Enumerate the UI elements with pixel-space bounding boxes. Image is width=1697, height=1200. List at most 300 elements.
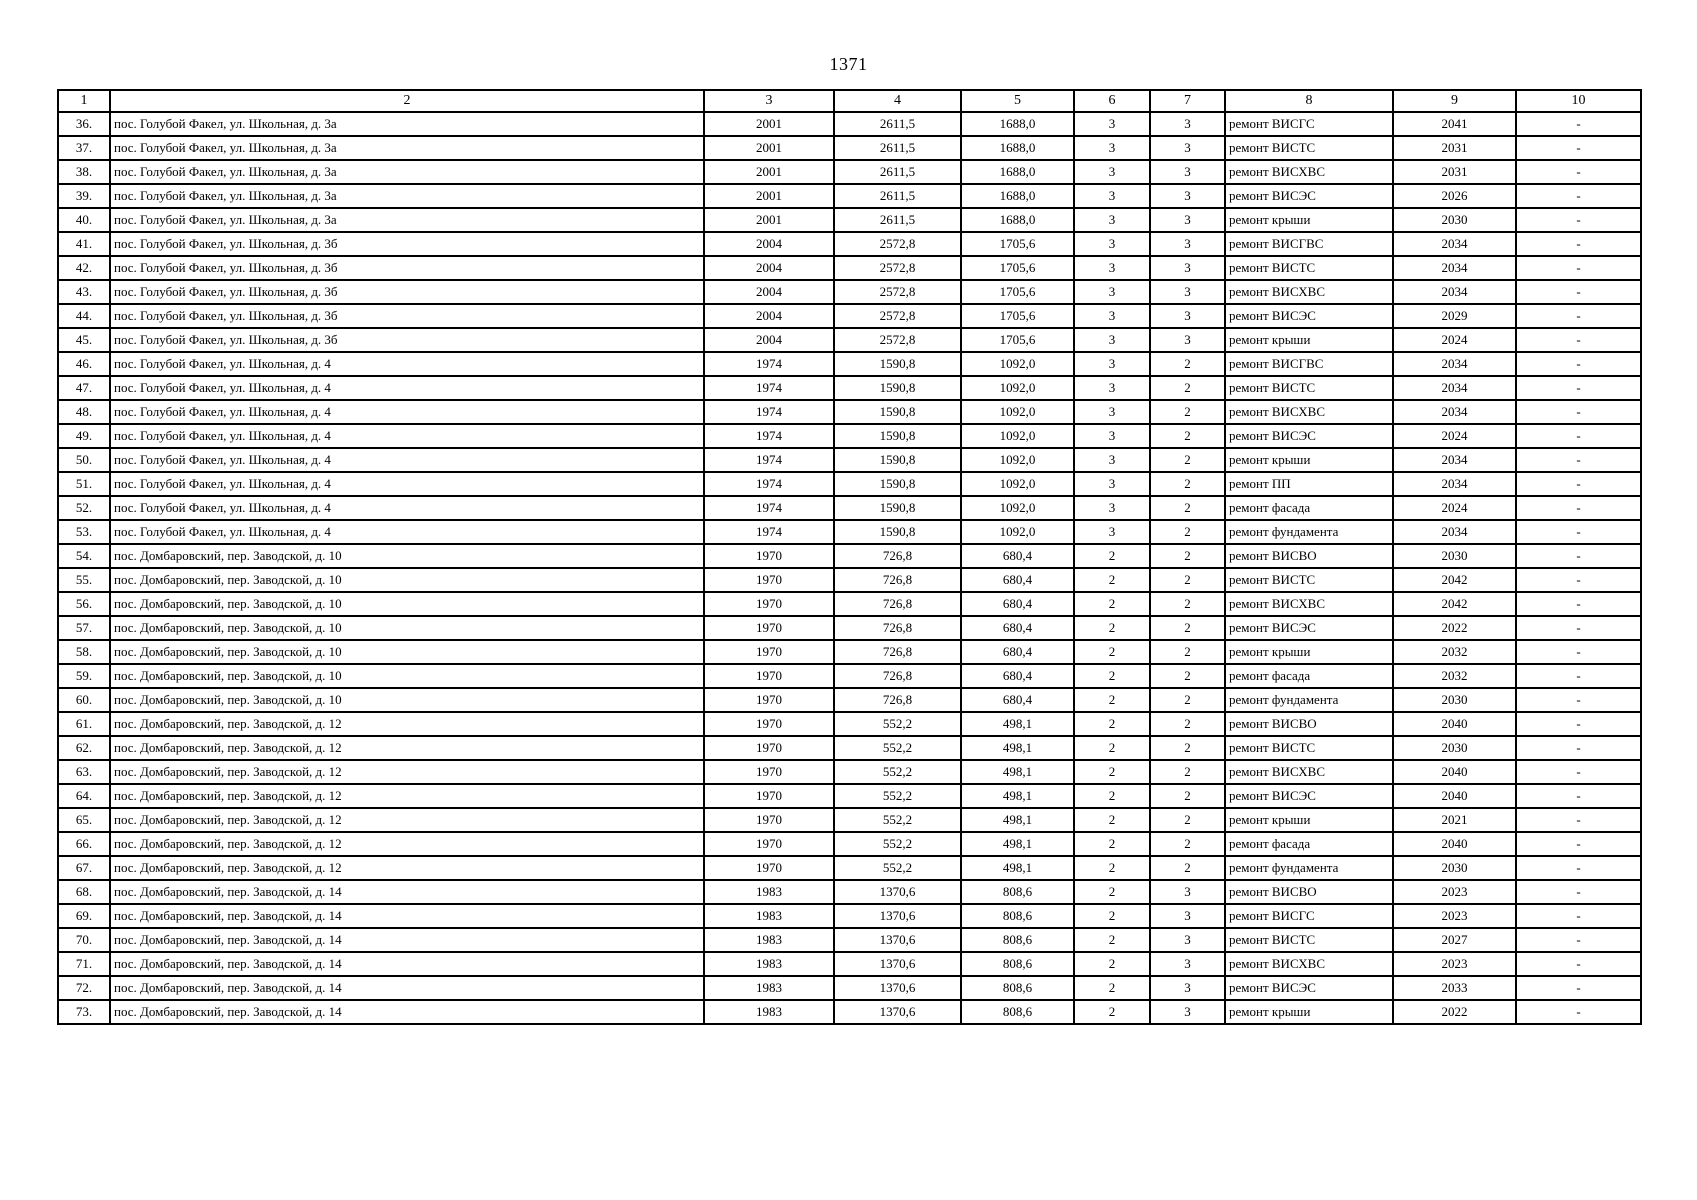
cell-work-type: ремонт фундамента (1225, 688, 1393, 712)
column-header-10: 10 (1516, 90, 1641, 112)
table-row (58, 280, 1641, 304)
cell-row-number: 60. (58, 688, 110, 712)
cell-planned-year: 2031 (1393, 136, 1516, 160)
cell-year-built: 2004 (704, 328, 834, 352)
cell-living-area: 680,4 (961, 568, 1074, 592)
cell-row-number: 69. (58, 904, 110, 928)
cell-work-type: ремонт ВИСХВС (1225, 592, 1393, 616)
cell-address: пос. Домбаровский, пер. Заводской, д. 14 (110, 904, 704, 928)
cell-planned-year: 2023 (1393, 880, 1516, 904)
cell-row-number: 64. (58, 784, 110, 808)
cell-planned-year: 2029 (1393, 304, 1516, 328)
cell-row-number: 45. (58, 328, 110, 352)
cell-floors: 3 (1074, 520, 1150, 544)
column-header-8: 8 (1225, 90, 1393, 112)
cell-floors: 2 (1074, 976, 1150, 1000)
table-row (58, 112, 1641, 136)
cell-row-number: 40. (58, 208, 110, 232)
cell-row-number: 52. (58, 496, 110, 520)
cell-total-area: 2611,5 (834, 136, 961, 160)
cell-floors: 3 (1074, 496, 1150, 520)
cell-row-number: 54. (58, 544, 110, 568)
cell-address: пос. Домбаровский, пер. Заводской, д. 10 (110, 616, 704, 640)
cell-year-built: 1983 (704, 952, 834, 976)
cell-planned-year: 2042 (1393, 592, 1516, 616)
cell-living-area: 680,4 (961, 640, 1074, 664)
cell-planned-year: 2034 (1393, 352, 1516, 376)
table-row (58, 328, 1641, 352)
cell-note: - (1516, 328, 1641, 352)
cell-row-number: 57. (58, 616, 110, 640)
cell-work-type: ремонт ВИСТС (1225, 736, 1393, 760)
cell-row-number: 61. (58, 712, 110, 736)
cell-planned-year: 2034 (1393, 520, 1516, 544)
cell-living-area: 498,1 (961, 760, 1074, 784)
table-row (58, 1000, 1641, 1024)
cell-note: - (1516, 520, 1641, 544)
cell-entrances: 3 (1150, 1000, 1225, 1024)
cell-work-type: ремонт ВИСВО (1225, 544, 1393, 568)
cell-work-type: ремонт ВИСВО (1225, 712, 1393, 736)
cell-entrances: 2 (1150, 688, 1225, 712)
cell-total-area: 1590,8 (834, 496, 961, 520)
table-row (58, 880, 1641, 904)
cell-row-number: 55. (58, 568, 110, 592)
cell-living-area: 1688,0 (961, 112, 1074, 136)
cell-row-number: 49. (58, 424, 110, 448)
cell-year-built: 1970 (704, 592, 834, 616)
cell-address: пос. Домбаровский, пер. Заводской, д. 14 (110, 976, 704, 1000)
cell-total-area: 552,2 (834, 736, 961, 760)
cell-note: - (1516, 232, 1641, 256)
cell-total-area: 1590,8 (834, 448, 961, 472)
cell-total-area: 726,8 (834, 616, 961, 640)
table-row (58, 448, 1641, 472)
cell-note: - (1516, 304, 1641, 328)
cell-note: - (1516, 136, 1641, 160)
table-row (58, 616, 1641, 640)
cell-note: - (1516, 976, 1641, 1000)
cell-work-type: ремонт ВИСЭС (1225, 424, 1393, 448)
cell-total-area: 726,8 (834, 544, 961, 568)
cell-address: пос. Домбаровский, пер. Заводской, д. 14 (110, 928, 704, 952)
cell-note: - (1516, 760, 1641, 784)
cell-floors: 3 (1074, 376, 1150, 400)
cell-work-type: ремонт фундамента (1225, 520, 1393, 544)
cell-row-number: 53. (58, 520, 110, 544)
cell-living-area: 808,6 (961, 880, 1074, 904)
cell-floors: 2 (1074, 808, 1150, 832)
cell-year-built: 2004 (704, 232, 834, 256)
cell-work-type: ремонт ВИСЭС (1225, 976, 1393, 1000)
table-row (58, 640, 1641, 664)
cell-note: - (1516, 208, 1641, 232)
column-header-7: 7 (1150, 90, 1225, 112)
table-row (58, 904, 1641, 928)
cell-floors: 2 (1074, 544, 1150, 568)
cell-total-area: 2572,8 (834, 328, 961, 352)
cell-address: пос. Голубой Факел, ул. Школьная, д. 4 (110, 448, 704, 472)
cell-address: пос. Голубой Факел, ул. Школьная, д. 4 (110, 400, 704, 424)
cell-row-number: 47. (58, 376, 110, 400)
cell-address: пос. Домбаровский, пер. Заводской, д. 10 (110, 568, 704, 592)
cell-year-built: 1983 (704, 880, 834, 904)
cell-floors: 2 (1074, 760, 1150, 784)
cell-floors: 2 (1074, 736, 1150, 760)
cell-work-type: ремонт ПП (1225, 472, 1393, 496)
table-row (58, 136, 1641, 160)
cell-year-built: 1983 (704, 928, 834, 952)
cell-floors: 3 (1074, 256, 1150, 280)
cell-total-area: 1370,6 (834, 952, 961, 976)
cell-total-area: 726,8 (834, 568, 961, 592)
column-header-5: 5 (961, 90, 1074, 112)
cell-floors: 2 (1074, 712, 1150, 736)
cell-planned-year: 2022 (1393, 616, 1516, 640)
cell-floors: 2 (1074, 784, 1150, 808)
cell-work-type: ремонт крыши (1225, 208, 1393, 232)
cell-planned-year: 2031 (1393, 160, 1516, 184)
cell-row-number: 42. (58, 256, 110, 280)
cell-entrances: 2 (1150, 448, 1225, 472)
table-row (58, 232, 1641, 256)
cell-living-area: 808,6 (961, 1000, 1074, 1024)
cell-floors: 2 (1074, 928, 1150, 952)
cell-address: пос. Голубой Факел, ул. Школьная, д. 4 (110, 376, 704, 400)
cell-planned-year: 2040 (1393, 760, 1516, 784)
cell-work-type: ремонт ВИСЭС (1225, 616, 1393, 640)
cell-floors: 3 (1074, 304, 1150, 328)
cell-planned-year: 2034 (1393, 400, 1516, 424)
cell-planned-year: 2034 (1393, 232, 1516, 256)
cell-total-area: 1370,6 (834, 904, 961, 928)
cell-floors: 3 (1074, 352, 1150, 376)
cell-note: - (1516, 256, 1641, 280)
cell-living-area: 1092,0 (961, 472, 1074, 496)
cell-row-number: 37. (58, 136, 110, 160)
cell-year-built: 1974 (704, 352, 834, 376)
cell-row-number: 58. (58, 640, 110, 664)
cell-work-type: ремонт фасада (1225, 496, 1393, 520)
cell-year-built: 1970 (704, 808, 834, 832)
cell-total-area: 1370,6 (834, 1000, 961, 1024)
cell-address: пос. Домбаровский, пер. Заводской, д. 12 (110, 856, 704, 880)
cell-total-area: 552,2 (834, 712, 961, 736)
cell-planned-year: 2034 (1393, 448, 1516, 472)
cell-note: - (1516, 400, 1641, 424)
cell-planned-year: 2040 (1393, 784, 1516, 808)
cell-living-area: 808,6 (961, 904, 1074, 928)
cell-address: пос. Домбаровский, пер. Заводской, д. 14 (110, 880, 704, 904)
cell-planned-year: 2041 (1393, 112, 1516, 136)
cell-address: пос. Голубой Факел, ул. Школьная, д. 4 (110, 496, 704, 520)
cell-note: - (1516, 616, 1641, 640)
cell-total-area: 2572,8 (834, 232, 961, 256)
cell-living-area: 680,4 (961, 592, 1074, 616)
cell-planned-year: 2034 (1393, 376, 1516, 400)
cell-floors: 2 (1074, 592, 1150, 616)
cell-address: пос. Домбаровский, пер. Заводской, д. 12 (110, 784, 704, 808)
cell-floors: 3 (1074, 160, 1150, 184)
cell-entrances: 3 (1150, 232, 1225, 256)
cell-entrances: 3 (1150, 880, 1225, 904)
table-row (58, 568, 1641, 592)
cell-work-type: ремонт крыши (1225, 328, 1393, 352)
cell-living-area: 1688,0 (961, 208, 1074, 232)
cell-work-type: ремонт ВИСТС (1225, 136, 1393, 160)
table-row (58, 760, 1641, 784)
cell-work-type: ремонт крыши (1225, 1000, 1393, 1024)
cell-row-number: 70. (58, 928, 110, 952)
cell-work-type: ремонт фасада (1225, 832, 1393, 856)
cell-work-type: ремонт ВИСХВС (1225, 760, 1393, 784)
cell-year-built: 2001 (704, 112, 834, 136)
cell-total-area: 1590,8 (834, 400, 961, 424)
cell-row-number: 62. (58, 736, 110, 760)
cell-total-area: 1590,8 (834, 376, 961, 400)
cell-year-built: 1970 (704, 568, 834, 592)
cell-entrances: 2 (1150, 544, 1225, 568)
cell-total-area: 1370,6 (834, 976, 961, 1000)
cell-living-area: 498,1 (961, 832, 1074, 856)
cell-work-type: ремонт крыши (1225, 640, 1393, 664)
cell-total-area: 1590,8 (834, 472, 961, 496)
cell-note: - (1516, 808, 1641, 832)
cell-note: - (1516, 688, 1641, 712)
cell-row-number: 67. (58, 856, 110, 880)
cell-note: - (1516, 424, 1641, 448)
cell-year-built: 1983 (704, 904, 834, 928)
repair-schedule-table (57, 89, 1642, 1025)
column-header-4: 4 (834, 90, 961, 112)
cell-floors: 2 (1074, 856, 1150, 880)
cell-year-built: 1970 (704, 712, 834, 736)
cell-living-area: 808,6 (961, 976, 1074, 1000)
cell-note: - (1516, 376, 1641, 400)
cell-total-area: 552,2 (834, 760, 961, 784)
cell-note: - (1516, 568, 1641, 592)
cell-floors: 3 (1074, 208, 1150, 232)
table-row (58, 160, 1641, 184)
cell-year-built: 1970 (704, 616, 834, 640)
cell-entrances: 3 (1150, 160, 1225, 184)
table-row (58, 424, 1641, 448)
cell-row-number: 71. (58, 952, 110, 976)
cell-planned-year: 2024 (1393, 496, 1516, 520)
cell-address: пос. Голубой Факел, ул. Школьная, д. 3б (110, 304, 704, 328)
cell-row-number: 73. (58, 1000, 110, 1024)
cell-note: - (1516, 856, 1641, 880)
cell-living-area: 498,1 (961, 736, 1074, 760)
cell-note: - (1516, 496, 1641, 520)
cell-total-area: 552,2 (834, 784, 961, 808)
cell-row-number: 41. (58, 232, 110, 256)
cell-year-built: 1974 (704, 376, 834, 400)
table-row (58, 376, 1641, 400)
cell-address: пос. Домбаровский, пер. Заводской, д. 10 (110, 544, 704, 568)
cell-work-type: ремонт ВИСГВС (1225, 232, 1393, 256)
cell-total-area: 552,2 (834, 808, 961, 832)
cell-row-number: 44. (58, 304, 110, 328)
cell-year-built: 2001 (704, 136, 834, 160)
table-row (58, 304, 1641, 328)
cell-address: пос. Домбаровский, пер. Заводской, д. 12 (110, 760, 704, 784)
cell-planned-year: 2022 (1393, 1000, 1516, 1024)
cell-total-area: 2572,8 (834, 304, 961, 328)
cell-living-area: 498,1 (961, 784, 1074, 808)
cell-row-number: 51. (58, 472, 110, 496)
cell-entrances: 2 (1150, 760, 1225, 784)
column-header-1: 1 (58, 90, 110, 112)
table-body (58, 112, 1641, 1024)
cell-total-area: 552,2 (834, 856, 961, 880)
cell-planned-year: 2030 (1393, 856, 1516, 880)
table-row (58, 520, 1641, 544)
cell-note: - (1516, 1000, 1641, 1024)
cell-row-number: 72. (58, 976, 110, 1000)
cell-address: пос. Голубой Факел, ул. Школьная, д. 4 (110, 352, 704, 376)
cell-year-built: 1983 (704, 976, 834, 1000)
cell-address: пос. Голубой Факел, ул. Школьная, д. 3б (110, 280, 704, 304)
cell-address: пос. Домбаровский, пер. Заводской, д. 14 (110, 952, 704, 976)
cell-work-type: ремонт ВИСХВС (1225, 400, 1393, 424)
cell-note: - (1516, 472, 1641, 496)
cell-entrances: 3 (1150, 280, 1225, 304)
cell-floors: 3 (1074, 448, 1150, 472)
cell-address: пос. Голубой Факел, ул. Школьная, д. 3б (110, 256, 704, 280)
cell-address: пос. Домбаровский, пер. Заводской, д. 12 (110, 808, 704, 832)
cell-floors: 2 (1074, 616, 1150, 640)
cell-address: пос. Голубой Факел, ул. Школьная, д. 3б (110, 328, 704, 352)
cell-entrances: 2 (1150, 784, 1225, 808)
cell-row-number: 50. (58, 448, 110, 472)
table-row (58, 544, 1641, 568)
cell-row-number: 65. (58, 808, 110, 832)
cell-entrances: 2 (1150, 616, 1225, 640)
cell-row-number: 48. (58, 400, 110, 424)
cell-note: - (1516, 832, 1641, 856)
cell-living-area: 680,4 (961, 664, 1074, 688)
table-row (58, 736, 1641, 760)
cell-total-area: 1370,6 (834, 880, 961, 904)
table-row (58, 472, 1641, 496)
cell-living-area: 498,1 (961, 856, 1074, 880)
cell-planned-year: 2034 (1393, 280, 1516, 304)
cell-entrances: 2 (1150, 352, 1225, 376)
cell-living-area: 1688,0 (961, 184, 1074, 208)
cell-year-built: 1983 (704, 1000, 834, 1024)
table-row (58, 352, 1641, 376)
cell-address: пос. Домбаровский, пер. Заводской, д. 12 (110, 712, 704, 736)
cell-address: пос. Голубой Факел, ул. Школьная, д. 3а (110, 208, 704, 232)
cell-planned-year: 2040 (1393, 712, 1516, 736)
cell-year-built: 1974 (704, 496, 834, 520)
cell-floors: 2 (1074, 904, 1150, 928)
table-row (58, 592, 1641, 616)
cell-entrances: 3 (1150, 928, 1225, 952)
cell-living-area: 1092,0 (961, 352, 1074, 376)
cell-floors: 3 (1074, 400, 1150, 424)
cell-planned-year: 2033 (1393, 976, 1516, 1000)
cell-entrances: 3 (1150, 136, 1225, 160)
cell-entrances: 2 (1150, 592, 1225, 616)
cell-work-type: ремонт ВИСЭС (1225, 304, 1393, 328)
cell-year-built: 1974 (704, 448, 834, 472)
cell-total-area: 2572,8 (834, 280, 961, 304)
cell-note: - (1516, 664, 1641, 688)
cell-work-type: ремонт фундамента (1225, 856, 1393, 880)
cell-note: - (1516, 784, 1641, 808)
cell-planned-year: 2030 (1393, 544, 1516, 568)
cell-address: пос. Домбаровский, пер. Заводской, д. 10 (110, 664, 704, 688)
cell-living-area: 1705,6 (961, 280, 1074, 304)
cell-floors: 3 (1074, 232, 1150, 256)
table-row (58, 808, 1641, 832)
table-row (58, 856, 1641, 880)
cell-year-built: 2004 (704, 256, 834, 280)
cell-floors: 2 (1074, 952, 1150, 976)
cell-row-number: 63. (58, 760, 110, 784)
cell-entrances: 3 (1150, 256, 1225, 280)
column-header-2: 2 (110, 90, 704, 112)
cell-note: - (1516, 736, 1641, 760)
cell-planned-year: 2027 (1393, 928, 1516, 952)
cell-planned-year: 2030 (1393, 736, 1516, 760)
cell-total-area: 726,8 (834, 592, 961, 616)
cell-work-type: ремонт ВИСТС (1225, 376, 1393, 400)
cell-floors: 2 (1074, 1000, 1150, 1024)
table-row (58, 496, 1641, 520)
cell-total-area: 2611,5 (834, 208, 961, 232)
cell-total-area: 2611,5 (834, 112, 961, 136)
cell-entrances: 2 (1150, 568, 1225, 592)
cell-living-area: 808,6 (961, 928, 1074, 952)
cell-total-area: 2572,8 (834, 256, 961, 280)
cell-entrances: 2 (1150, 856, 1225, 880)
cell-total-area: 726,8 (834, 688, 961, 712)
cell-row-number: 56. (58, 592, 110, 616)
cell-work-type: ремонт ВИСЭС (1225, 784, 1393, 808)
cell-work-type: ремонт фасада (1225, 664, 1393, 688)
cell-living-area: 1688,0 (961, 136, 1074, 160)
cell-address: пос. Голубой Факел, ул. Школьная, д. 3а (110, 112, 704, 136)
cell-note: - (1516, 184, 1641, 208)
cell-address: пос. Голубой Факел, ул. Школьная, д. 3а (110, 184, 704, 208)
cell-floors: 2 (1074, 568, 1150, 592)
cell-planned-year: 2034 (1393, 472, 1516, 496)
cell-note: - (1516, 880, 1641, 904)
cell-entrances: 3 (1150, 208, 1225, 232)
cell-note: - (1516, 928, 1641, 952)
cell-entrances: 2 (1150, 808, 1225, 832)
cell-total-area: 726,8 (834, 664, 961, 688)
cell-work-type: ремонт ВИСГС (1225, 904, 1393, 928)
cell-floors: 3 (1074, 328, 1150, 352)
cell-floors: 2 (1074, 688, 1150, 712)
cell-work-type: ремонт ВИСВО (1225, 880, 1393, 904)
page-number: 1371 (829, 54, 868, 74)
cell-year-built: 2001 (704, 184, 834, 208)
cell-work-type: ремонт ВИСГВС (1225, 352, 1393, 376)
cell-address: пос. Голубой Факел, ул. Школьная, д. 4 (110, 472, 704, 496)
cell-entrances: 3 (1150, 976, 1225, 1000)
cell-work-type: ремонт крыши (1225, 448, 1393, 472)
cell-living-area: 808,6 (961, 952, 1074, 976)
cell-total-area: 1590,8 (834, 424, 961, 448)
cell-total-area: 726,8 (834, 640, 961, 664)
table-row (58, 832, 1641, 856)
table-row (58, 712, 1641, 736)
